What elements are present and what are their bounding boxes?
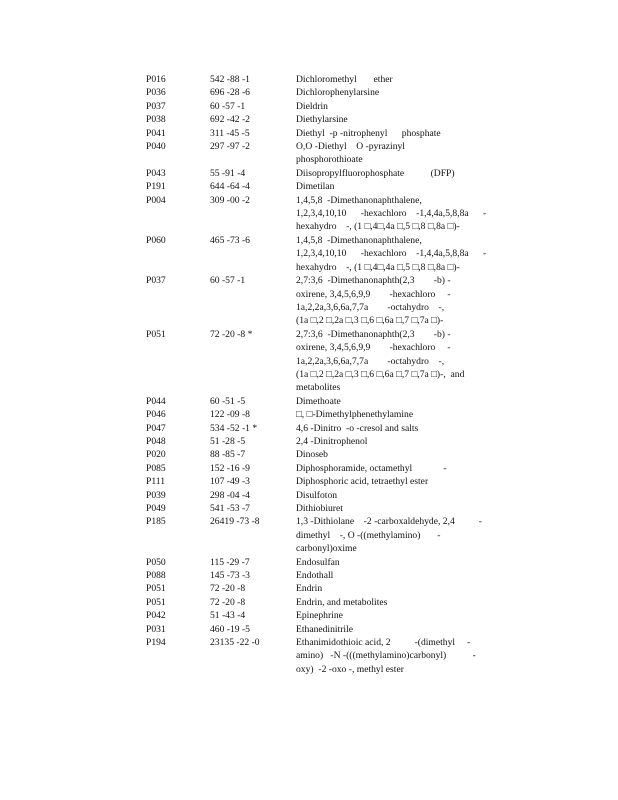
table-row <box>146 462 506 475</box>
table-row <box>146 422 506 435</box>
substance-name-line: Disulfoton <box>296 489 338 501</box>
table-row <box>146 140 506 167</box>
substance-name-line: 4,6 -Dinitro -o -cresol and salts <box>296 422 419 434</box>
table-row <box>146 596 506 609</box>
cas-number: 72 -20 -8 <box>210 583 246 595</box>
substance-name <box>296 328 508 395</box>
substance-name <box>296 502 508 515</box>
table-row <box>146 395 506 408</box>
substance-name-line: Ethanedinitrile <box>296 623 354 635</box>
substance-name <box>296 448 508 461</box>
cas-number: 26419 -73 -8 <box>210 516 260 528</box>
substance-name-line: Dieldrin <box>296 100 328 112</box>
substance-name-line: phosphorothioate <box>296 154 363 166</box>
substance-name-line: 1,2,3,4,10,10 -hexachloro -1,4,4a,5,8,8a - <box>296 248 487 260</box>
cas-number: 692 -42 -2 <box>210 114 250 126</box>
substance-name-line: Dithiobiuret <box>296 503 343 514</box>
substance-name-line: carbonyl)oxime <box>296 543 357 555</box>
cas-number: 60 -51 -5 <box>210 395 246 407</box>
hazardous-waste-code: P051 <box>146 583 166 595</box>
substance-name-line: Endosulfan <box>296 556 340 568</box>
substance-name-line: Dichloromethyl ether <box>296 74 393 85</box>
substance-name-line: Diethyl -p -nitrophenyl phosphate <box>296 127 441 139</box>
substance-name-line: 1,4,5,8 -Dimethanonaphthalene, <box>296 234 422 246</box>
table-row <box>146 636 506 676</box>
substance-name-line: Endothall <box>296 570 334 582</box>
hazardous-waste-code: P031 <box>146 623 166 635</box>
table-row <box>146 73 506 86</box>
table-row <box>146 448 506 461</box>
hazardous-waste-code: P037 <box>146 100 166 112</box>
table-row <box>146 475 506 488</box>
substance-name <box>296 596 508 609</box>
hazardous-waste-code: P041 <box>146 127 166 139</box>
substance-name-line: oxirene, 3,4,5,6,9,9 -hexachloro - <box>296 342 451 354</box>
substance-name <box>296 395 508 408</box>
table-row <box>146 234 506 274</box>
substance-name-line: 1a,2,2a,3,6,6a,7,7a -octahydro -, <box>296 355 445 367</box>
substance-name-line: 1,2,3,4,10,10 -hexachloro -1,4,4a,5,8,8a - <box>296 208 487 220</box>
substance-name <box>296 73 508 86</box>
cas-number: 145 -73 -3 <box>210 570 250 582</box>
cas-number: 297 -97 -2 <box>210 141 250 153</box>
substance-name <box>296 274 508 328</box>
hazardous-waste-code: P194 <box>146 637 166 649</box>
hazardous-waste-code: P004 <box>146 194 166 206</box>
hazardous-waste-code: P049 <box>146 503 166 514</box>
hazardous-waste-code: P111 <box>146 476 166 488</box>
cas-number: 298 -04 -4 <box>210 489 250 501</box>
table-row <box>146 274 506 328</box>
substance-name <box>296 140 508 167</box>
hazardous-waste-code: P048 <box>146 435 166 447</box>
hazardous-waste-code: P044 <box>146 395 166 407</box>
cas-number: 644 -64 -4 <box>210 181 250 193</box>
substance-name <box>296 623 508 636</box>
table-row <box>146 113 506 126</box>
substance-name <box>296 422 508 435</box>
substance-name-line: Diphosphoramide, octamethyl - <box>296 462 447 474</box>
hazardous-waste-code: P040 <box>146 141 166 153</box>
substance-name <box>296 582 508 595</box>
cas-number: 542 -88 -1 <box>210 74 250 85</box>
hazardous-waste-code: P042 <box>146 610 166 622</box>
substance-name-line: (1a □,2 □,2a □,3 □,6 □,6a □,7 □,7a □)-, and <box>296 368 465 380</box>
substance-name-line: Endrin <box>296 583 323 595</box>
substance-name-line: Diphosphoric acid, tetraethyl ester <box>296 476 429 488</box>
substance-name <box>296 408 508 421</box>
substance-name-line: Diisopropylfluorophosphate (DFP) <box>296 167 455 179</box>
table-row <box>146 515 506 555</box>
cas-number: 107 -49 -3 <box>210 476 250 488</box>
table-row <box>146 167 506 180</box>
cas-number: 23135 -22 -0 <box>210 637 260 649</box>
substance-name <box>296 127 508 140</box>
table-row <box>146 623 506 636</box>
hazardous-waste-code: P185 <box>146 516 166 528</box>
substance-name-line: hexahydro -, (1 □,4□,4a □,5 □,8 □,8a □)- <box>296 221 460 233</box>
cas-number: 72 -20 -8 * <box>210 328 253 340</box>
table-row <box>146 609 506 622</box>
substance-name <box>296 475 508 488</box>
substance-name <box>296 462 508 475</box>
table-row <box>146 569 506 582</box>
substance-name <box>296 489 508 502</box>
cas-number: 60 -57 -1 <box>210 275 246 287</box>
substance-name <box>296 636 508 676</box>
substance-name-line: 1,3 -Dithiolane -2 -carboxaldehyde, 2,4 - <box>296 516 482 528</box>
substance-name <box>296 194 508 234</box>
hazardous-waste-code: P043 <box>146 167 166 179</box>
cas-number: 122 -09 -8 <box>210 409 250 421</box>
table-row <box>146 194 506 234</box>
cas-number: 465 -73 -6 <box>210 234 250 246</box>
table-row <box>146 435 506 448</box>
table-row <box>146 408 506 421</box>
substance-name <box>296 435 508 448</box>
substance-name-line: Dimetilan <box>296 181 335 193</box>
cas-number: 534 -52 -1 * <box>210 422 258 434</box>
hazardous-waste-code: P051 <box>146 596 166 608</box>
substance-name-line: Endrin, and metabolites <box>296 596 388 608</box>
substance-name-line: (1a □,2 □,2a □,3 □,6 □,6a □,7 □,7a □)- <box>296 315 444 327</box>
cas-number: 115 -29 -7 <box>210 556 250 568</box>
substance-name <box>296 180 508 193</box>
cas-number: 51 -28 -5 <box>210 435 246 447</box>
hazardous-waste-code: P050 <box>146 556 166 568</box>
substance-name <box>296 569 508 582</box>
hazardous-waste-code: P060 <box>146 234 166 246</box>
substance-name-line: 2,7:3,6 -Dimethanonaphth(2,3 -b) - <box>296 275 451 287</box>
cas-number: 460 -19 -5 <box>210 623 250 635</box>
table-row <box>146 127 506 140</box>
substance-name-line: amino) -N -(((methylamino)carbonyl) - <box>296 650 476 662</box>
hazardous-waste-code: P036 <box>146 87 166 99</box>
waste-code-table <box>146 73 506 676</box>
hazardous-waste-code: P020 <box>146 449 166 461</box>
substance-name-line: oxirene, 3,4,5,6,9,9 -hexachloro - <box>296 288 451 300</box>
substance-name-line: hexahydro -, (1 □,4□,4a □,5 □,8 □,8a □)- <box>296 261 460 273</box>
cas-number: 51 -43 -4 <box>210 610 246 622</box>
hazardous-waste-code: P016 <box>146 74 166 85</box>
table-row <box>146 582 506 595</box>
substance-name <box>296 100 508 113</box>
substance-name <box>296 515 508 555</box>
table-row <box>146 489 506 502</box>
substance-name-line: 1a,2,2a,3,6,6a,7,7a -octahydro -, <box>296 301 445 313</box>
substance-name <box>296 556 508 569</box>
substance-name <box>296 167 508 180</box>
cas-number: 88 -85 -7 <box>210 449 246 461</box>
table-row <box>146 556 506 569</box>
table-row <box>146 180 506 193</box>
hazardous-waste-code: P088 <box>146 570 166 582</box>
cas-number: 696 -28 -6 <box>210 87 250 99</box>
hazardous-waste-code: P039 <box>146 489 166 501</box>
cas-number: 60 -57 -1 <box>210 100 246 112</box>
substance-name <box>296 609 508 622</box>
cas-number: 311 -45 -5 <box>210 127 250 139</box>
hazardous-waste-code: P047 <box>146 422 166 434</box>
hazardous-waste-code: P085 <box>146 462 166 474</box>
table-row <box>146 100 506 113</box>
substance-name-line: metabolites <box>296 382 341 394</box>
cas-number: 309 -00 -2 <box>210 194 250 206</box>
hazardous-waste-code: P046 <box>146 409 166 421</box>
substance-name-line: dimethyl -, O -((methylamino) - <box>296 529 441 541</box>
table-row <box>146 328 506 395</box>
table-row <box>146 502 506 515</box>
table-row <box>146 86 506 99</box>
hazardous-waste-code: P051 <box>146 328 166 340</box>
substance-name-line: Epinephrine <box>296 610 343 622</box>
substance-name-line: □, □-Dimethylphenethylamine <box>296 409 414 421</box>
substance-name-line: 2,7:3,6 -Dimethanonaphth(2,3 -b) - <box>296 328 451 340</box>
substance-name-line: oxy) -2 -oxo -, methyl ester <box>296 663 404 675</box>
substance-name <box>296 234 508 274</box>
substance-name-line: Ethanimidothioic acid, 2 -(dimethyl - <box>296 637 471 649</box>
cas-number: 541 -53 -7 <box>210 503 250 514</box>
substance-name-line: Diethylarsine <box>296 114 348 126</box>
substance-name-line: Dimethoate <box>296 395 341 407</box>
hazardous-waste-code: P037 <box>146 275 166 287</box>
hazardous-waste-code: P038 <box>146 114 166 126</box>
substance-name-line: O,O -Diethyl O -pyrazinyl <box>296 141 405 153</box>
cas-number: 55 -91 -4 <box>210 167 246 179</box>
substance-name <box>296 86 508 99</box>
substance-name-line: Dichlorophenylarsine <box>296 87 380 99</box>
substance-name <box>296 113 508 126</box>
substance-name-line: 1,4,5,8 -Dimethanonaphthalene, <box>296 194 422 206</box>
cas-number: 152 -16 -9 <box>210 462 250 474</box>
substance-name-line: Dinoseb <box>296 449 328 461</box>
hazardous-waste-code: P191 <box>146 181 166 193</box>
cas-number: 72 -20 -8 <box>210 596 246 608</box>
substance-name-line: 2,4 -Dinitrophenol <box>296 435 368 447</box>
